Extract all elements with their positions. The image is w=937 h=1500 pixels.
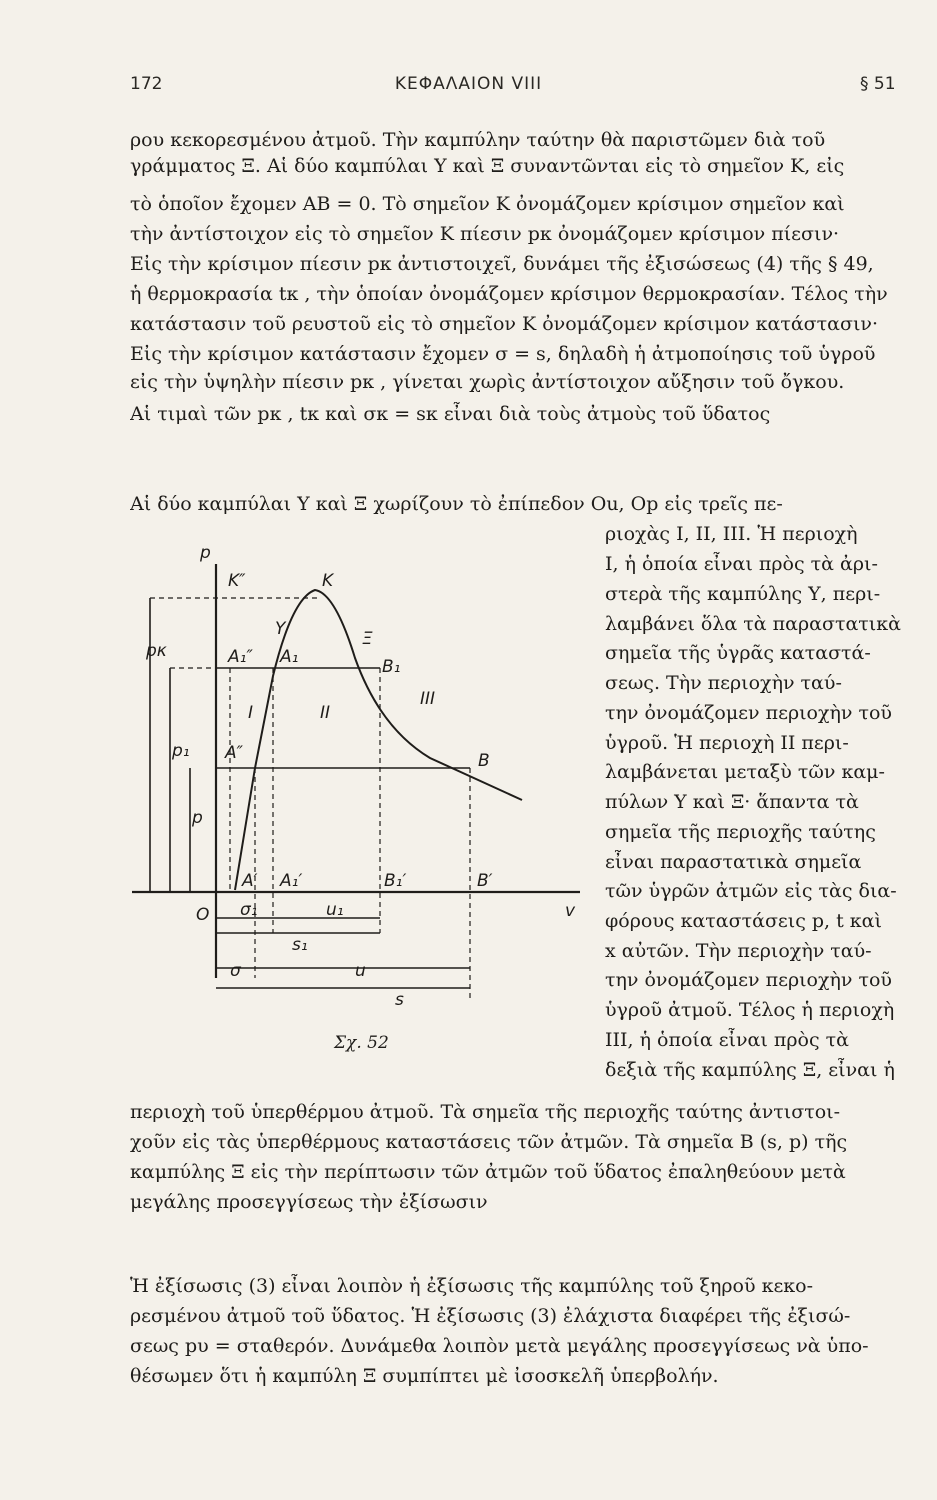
text-line: γράμματος Ξ. Αἱ δύο καμπύλαι Υ καὶ Ξ συναντῶνται εἰς τὸ σημεῖον Κ, εἰς xyxy=(130,155,845,177)
text-line: μεγάλης προσεγγίσεως τὴν ἐξίσωσιν xyxy=(130,1191,488,1213)
text-line: την ὀνομάζομεν περιοχὴν τοῦ xyxy=(605,702,892,724)
text-line: ριοχὰς I, II, III. Ἡ περιοχὴ xyxy=(605,523,858,545)
text-line: σεως pυ = σταθερόν. Δυνάμεθα λοιπὸν μετὰ μεγάλης προσεγγίσεως νὰ ὑπο- xyxy=(130,1335,869,1357)
label-u1: u₁ xyxy=(326,900,344,920)
text-line: την ὀνομάζομεν περιοχὴν τοῦ xyxy=(605,969,892,991)
label-A1pp: A₁″ xyxy=(228,647,253,667)
label-p-axis: p xyxy=(200,543,211,563)
label-Ap: A′ xyxy=(242,871,258,891)
text-line: σημεῖα τῆς περιοχῆς ταύτης xyxy=(605,821,876,843)
text-line: σεως. Τὴν περιοχὴν ταύ- xyxy=(605,672,842,694)
text-line: Αἱ τιμαὶ τῶν pκ , tκ καὶ σκ = sκ εἶναι διὰ τοὺς ἀτμοὺς τοῦ ὕδατος xyxy=(130,403,771,425)
page-number: 172 xyxy=(130,74,163,94)
pv-diagram xyxy=(130,538,600,1068)
label-B1p: B₁′ xyxy=(384,871,407,891)
text-line: χοῦν εἰς τὰς ὑπερθέρμους καταστάσεις τῶν ἀτμῶν. Τὰ σημεῖα B (s, p) τῆς xyxy=(130,1131,848,1153)
label-Y: Y xyxy=(275,619,286,639)
text-line: εἶναι παραστατικὰ σημεῖα xyxy=(605,851,862,873)
text-line: λαμβάνεται μεταξὺ τῶν καμ- xyxy=(605,761,885,783)
label-region1: I xyxy=(248,703,254,723)
text-line: Εἰς τὴν κρίσιμον κατάστασιν ἔχομεν σ = s, δηλαδὴ ἡ ἀτμοποίησις τοῦ ὑγροῦ xyxy=(130,343,876,365)
text-line: θέσωμεν ὅτι ἡ καμπύλη Ξ συμπίπτει μὲ ἰσοσκελῆ ὑπερβολήν. xyxy=(130,1365,719,1387)
label-K: K xyxy=(322,571,334,591)
text-line: τῶν ὑγρῶν ἀτμῶν εἰς τὰς δια- xyxy=(605,880,897,902)
text-line: Ἡ ἐξίσωσις (3) εἶναι λοιπὸν ἡ ἐξίσωσις τῆς καμπύλης τοῦ ξηροῦ κεκο- xyxy=(130,1275,814,1297)
label-v-axis: v xyxy=(565,901,576,921)
text-line: εἰς τὴν ὑψηλὴν πίεσιν pκ , γίνεται χωρὶς ἀντίστοιχον αὔξησιν τοῦ ὄγκου. xyxy=(130,371,845,393)
text-line: τὴν ἀντίστοιχον εἰς τὸ σημεῖον Κ πίεσιν pκ ὀνομάζομεν κρίσιμον πίεσιν· xyxy=(130,223,840,245)
text-line: III, ἡ ὁποία εἶναι πρὸς τὰ xyxy=(605,1029,849,1051)
text-line: κατάστασιν τοῦ ρευστοῦ εἰς τὸ σημεῖον Κ ὀνομάζομεν κρίσιμον κατάστασιν· xyxy=(130,313,878,335)
text-line: ὑγροῦ ἀτμοῦ. Τέλος ἡ περιοχὴ xyxy=(605,999,895,1021)
label-App: A″ xyxy=(225,743,243,763)
text-line: σημεῖα τῆς ὑγρᾶς καταστά- xyxy=(605,642,871,664)
text-line: λαμβάνει ὅλα τὰ παραστατικὰ xyxy=(605,613,901,635)
label-sigma1: σ₁ xyxy=(240,900,258,920)
label-p1: p₁ xyxy=(172,741,190,761)
text-line: ὑγροῦ. Ἡ περιοχὴ II περι- xyxy=(605,732,849,754)
label-pk: pκ xyxy=(146,641,167,661)
text-line: δεξιὰ τῆς καμπύλης Ξ, εἶναι ἡ xyxy=(605,1059,895,1081)
chapter-title: ΚΕΦΑΛΑΙΟΝ VIII xyxy=(394,74,543,94)
label-K2: K″ xyxy=(228,571,246,591)
text-line: Αἱ δύο καμπύλαι Υ καὶ Ξ χωρίζουν τὸ ἐπίπεδον Ou, Op εἰς τρεῖς πε- xyxy=(130,493,783,515)
label-region2: II xyxy=(320,703,331,723)
label-origin: O xyxy=(196,905,210,925)
label-p: p xyxy=(192,808,203,828)
label-B: B xyxy=(478,751,490,771)
figure-caption: Σχ. 52 xyxy=(334,1033,389,1053)
label-sigma: σ xyxy=(230,961,241,981)
text-line: τὸ ὁποῖον ἔχομεν AB = 0. Τὸ σημεῖον Κ ὀνομάζομεν κρίσιμον σημεῖον καὶ xyxy=(130,193,845,215)
text-line: περιοχὴ τοῦ ὑπερθέρμου ἀτμοῦ. Τὰ σημεῖα τῆς περιοχῆς ταύτης ἀντιστοι- xyxy=(130,1101,841,1123)
text-line: ἡ θερμοκρασία tκ , τὴν ὁποίαν ὀνομάζομεν κρίσιμον θερμοκρασίαν. Τέλος τὴν xyxy=(130,283,888,305)
section-number: § 51 xyxy=(860,74,896,94)
label-A1: A₁ xyxy=(280,647,299,667)
text-line: I, ἡ ὁποία εἶναι πρὸς τὰ ἀρι- xyxy=(605,553,878,575)
text-line: στερὰ τῆς καμπύλης Υ, περι- xyxy=(605,583,881,605)
text-line: φόρους καταστάσεις p, t καὶ xyxy=(605,910,882,932)
label-A1p: A₁′ xyxy=(280,871,303,891)
label-Z: Ξ xyxy=(362,629,373,649)
text-line: ρεσμένου ἀτμοῦ τοῦ ὕδατος. Ἡ ἐξίσωσις (3) ἐλάχιστα διαφέρει τῆς ἐξισώ- xyxy=(130,1305,851,1327)
label-s: s xyxy=(395,990,404,1010)
text-line: Εἰς τὴν κρίσιμον πίεσιν pκ ἀντιστοιχεῖ, δυνάμει τῆς ἐξισώσεως (4) τῆς § 49, xyxy=(130,253,874,275)
label-u: u xyxy=(355,961,366,981)
text-line: καμπύλης Ξ εἰς τὴν περίπτωσιν τῶν ἀτμῶν τοῦ ὕδατος ἐπαληθεύουν μετὰ xyxy=(130,1161,846,1183)
label-s1: s₁ xyxy=(292,935,308,955)
text-line: ρου κεκορεσμένου ἀτμοῦ. Τὴν καμπύλην ταύτην θὰ παριστῶμεν διὰ τοῦ xyxy=(130,129,826,151)
label-Bp: B′ xyxy=(477,871,493,891)
figure-52 xyxy=(130,538,600,1068)
label-region3: III xyxy=(420,689,436,709)
text-line: x αὐτῶν. Τὴν περιοχὴν ταύ- xyxy=(605,940,872,962)
text-line: πύλων Υ καὶ Ξ· ἅπαντα τὰ xyxy=(605,791,859,813)
label-B1: B₁ xyxy=(382,657,401,677)
